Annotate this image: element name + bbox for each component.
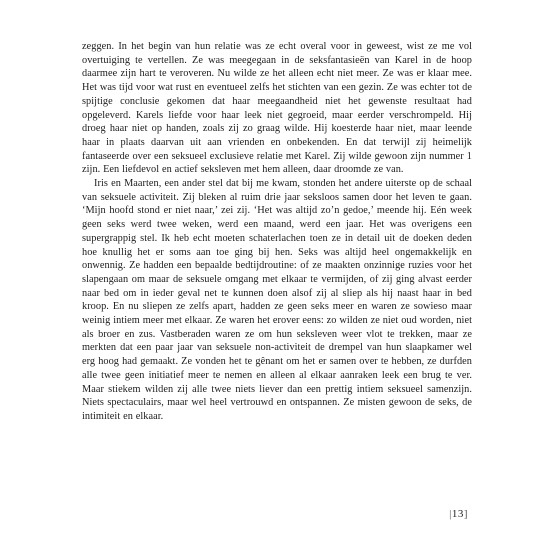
page-number-value: 13 <box>451 508 464 520</box>
page-number-open-bracket: | <box>449 508 452 520</box>
page-number <box>449 508 468 520</box>
paragraph-1: zeggen. In het begin van hun relatie was ze echt overal voor in geweest, wist ze me vol overtuiging te vertellen. Ze was meegegaan in de seksfantasieën van Karel in de hoop daarmee zijn hart te veroveren. Nu wilde ze het alleen echt niet meer. Ze was er klaar mee. Het was tijd voor wat rust en eventueel zelfs het stichten van een gezin. Ze was echter tot de spijtige conclusie gekomen dat haar meegaandheid niet het gewenste resultaat had opgeleverd. Karels liefde voor haar leek niet gegroeid, maar eerder verschrompeld. Hij droeg haar niet op handen, zoals zij zo graag wilde. Hij koesterde haar niet, maar leende haar in plaats daarvan uit aan vrienden en onbekenden. En dat terwijl zij heimelijk fantaseerde over een seksueel exclusieve relatie met Karel. Zij wilde gewoon zijn nummer 1 zijn. Een liefdevol en actief seksleven met hem alleen, daar droomde ze van. <box>82 41 472 176</box>
page-number-close-bracket: ] <box>463 508 468 520</box>
body-text <box>82 40 472 424</box>
paragraph-2: Iris en Maarten, een ander stel dat bij me kwam, stonden het andere uiterste op de schaal van seksuele activiteit. Zij bleken al ruim drie jaar seksloos samen door het leven te gaan. ‘Mijn hoofd stond er niet naar,’ zei zij. ‘Het was altijd zo’n gedoe,’ meende hij. Eén week geen seks werd twee weken, werd een maand, werd een jaar. Het was overigens een supergrappig stel. Ik heb echt moeten schaterlachen toen ze in detail uit de doeken deden hoe knullig het er soms aan toe ging bij hen. Seks was altijd heel ongemakkelijk en onwennig. Ze hadden een bepaalde bedtijdroutine: of ze maakten onzinnige ruzies voor het slapengaan om maar de seksuele omgang met elkaar te vermijden, of zij ging alvast eerder naar bed om in ieder geval net te kunnen doen alsof zij al sliep als hij naast haar in bed kroop. En nu sliepen ze zelfs apart, hadden ze geen seks meer en waren ze sowieso maar weinig intiem meer met elkaar. Ze waren het erover eens: zo wilden ze niet oud worden, niet als broer en zus. Vastberaden waren ze om hun seksleven weer vlot te trekken, maar ze merkten dat een paar jaar van seksuele non-activiteit de drempel van hun slaapkamer wel erg hoog had gemaakt. Ze vonden het te gênant om het er samen over te hebben, ze durfden alle twee geen initiatief meer te nemen en alleen al elkaar aanraken leek een brug te ver. Maar stiekem wilden zij alle twee niets liever dan een prettig intiem seksueel samenzijn. Niets spectaculairs, maar wel heel vertrouwd en ontspannen. Ze misten gewoon de seks, de intimiteit en elkaar. <box>82 178 472 422</box>
